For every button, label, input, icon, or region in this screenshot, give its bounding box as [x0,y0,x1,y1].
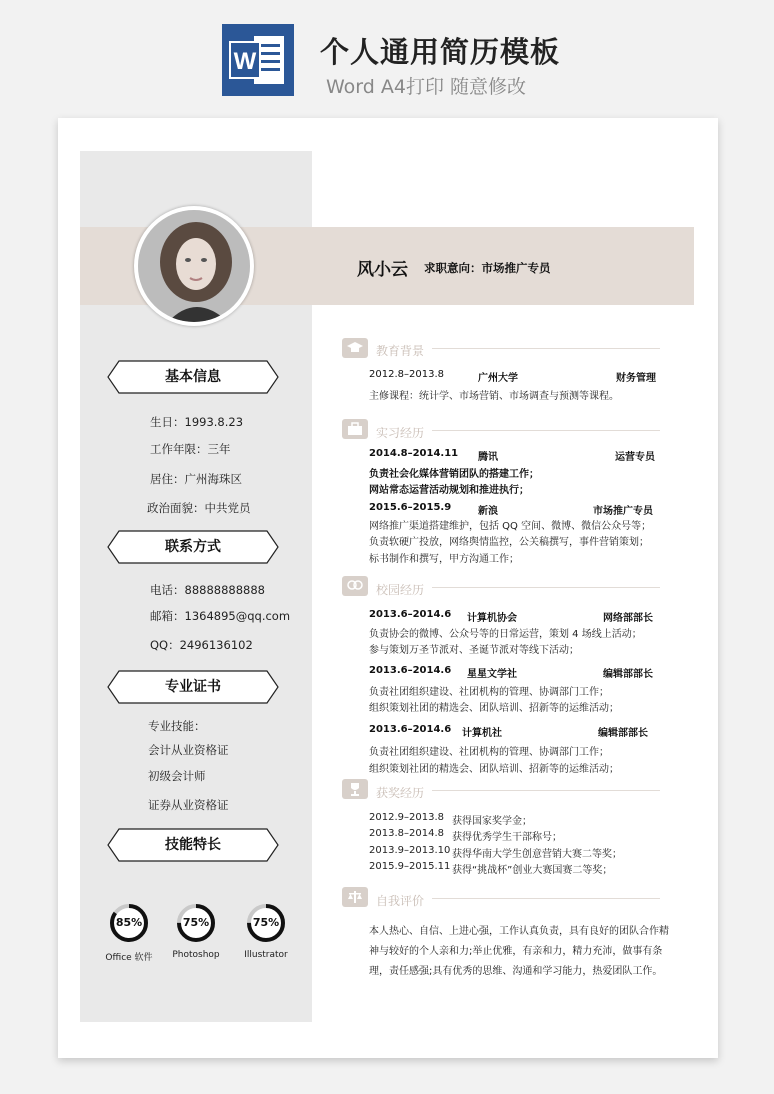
award-date: 2013.8–2014.8 [369,828,444,839]
self-title: 自我评价 [376,894,425,908]
award-text: 获得国家奖学金； [452,816,532,827]
awards-title: 获奖经历 [376,786,425,800]
word-icon [222,24,294,96]
edu-date: 2012.8–2013.8 [369,369,444,380]
divider [432,587,660,588]
skill-percent: 75% [182,916,210,929]
campus-date: 2013.6–2014.6 [369,724,452,735]
divider [432,898,660,899]
campus-line: 负责社团组织建设、社团机构的管理、协调部门工作； [369,747,609,758]
skills-header: 技能特长 [107,828,279,862]
campus-line: 负责协会的微博、公众号等的日常运营，策划 4 场线上活动； [369,629,642,640]
campus-date: 2013.6–2014.6 [369,665,452,676]
portrait-image [138,210,250,322]
edu-school: 广州大学 [478,373,518,384]
job-role: 市场推广专员 [593,506,653,517]
scale-icon [342,887,368,907]
job-org: 腾讯 [478,452,498,463]
skill-ring [176,903,216,943]
cert-item: 会计从业资格证 [148,743,229,757]
campus-line: 参与策划万圣节派对、圣诞节派对等线下活动； [369,645,579,656]
education-title: 教育背景 [376,344,425,358]
trophy-icon [342,779,368,799]
skill-percent: 75% [252,916,280,929]
skill-name: Office 软件 [105,953,153,963]
phone: 电话：88888888888 [150,583,265,597]
award-date: 2012.9–2013.8 [369,812,444,823]
job-date: 2015.6–2015.9 [369,502,452,513]
skill-ring [246,903,286,943]
residence: 居住：广州海珠区 [150,472,242,486]
svg-text:W: W [233,48,257,75]
cert-item: 初级会计师 [148,769,206,783]
job-line: 负责软硬广投放，网络舆情监控，公关稿撰写，事件营销策划； [369,537,649,548]
campus-line: 组织策划社团的精选会、团队培训、招新等的运维活动； [369,764,619,775]
avatar [134,206,254,326]
certs-header: 专业证书 [107,670,279,704]
page-title: 个人通用简历模板 [320,35,561,69]
birthday: 生日：1993.8.23 [150,415,244,429]
work-years: 工作年限：三年 [150,442,231,456]
political-status: 政治面貌：中共党员 [147,501,251,515]
page-header [0,0,774,110]
campus-org: 计算机社 [462,728,502,739]
campus-org: 星星文学社 [467,669,517,680]
skill-name: Illustrator [244,950,288,960]
edu-desc: 主修课程：统计学、市场营销、市场调查与预测等课程。 [369,391,619,402]
job-intent: 求职意向：市场推广专员 [424,261,551,275]
job-role: 运营专员 [615,452,655,463]
campus-role: 编辑部部长 [598,728,648,739]
award-date: 2013.9–2013.10 [369,845,451,856]
email: 邮箱：1364895@qq.com [150,609,291,623]
job-org: 新浪 [478,506,498,517]
campus-title: 校园经历 [376,583,425,597]
campus-line: 组织策划社团的精选会、团队培训、招新等的运维活动； [369,703,619,714]
self-evaluation: 本人热心、自信、上进心强，工作认真负责，具有良好的团队合作精神与较好的个人亲和力;举止优雅，有亲和力，精力充沛，做事有条理，责任感强;具有优秀的思维、沟通和学习能力，热爱团队工作。 [369,926,669,977]
cert-label: 专业技能： [148,719,206,733]
candidate-name: 风小云 [357,260,408,280]
people-icon [342,576,368,596]
divider [432,790,660,791]
divider [432,430,660,431]
campus-role: 编辑部部长 [603,669,653,680]
divider [432,348,660,349]
job-line: 网络推广渠道搭建维护，包括 QQ 空间、微博、微信公众号等； [369,521,652,532]
campus-date: 2013.6–2014.6 [369,609,452,620]
qq: QQ：2496136102 [150,638,253,652]
award-date: 2015.9–2015.11 [369,861,451,872]
job-line: 标书制作和撰写，甲方沟通工作； [369,554,519,565]
award-text: 获得华南大学生创意营销大赛二等奖； [452,849,622,860]
award-text: 获得“挑战杯”创业大赛国赛二等奖； [452,865,613,876]
edu-major: 财务管理 [616,373,656,384]
internship-title: 实习经历 [376,426,425,440]
contact-header: 联系方式 [107,530,279,564]
graduation-cap-icon [342,338,368,358]
job-line: 网站常态运营活动规划和推进执行； [369,485,529,496]
cert-item: 证券从业资格证 [148,798,229,812]
skill-percent: 85% [115,916,143,929]
campus-org: 计算机协会 [467,613,517,624]
campus-line: 负责社团组织建设、社团机构的管理、协调部门工作； [369,687,609,698]
campus-role: 网络部部长 [603,613,653,624]
job-date: 2014.8–2014.11 [369,448,459,459]
basic-info-header: 基本信息 [107,360,279,394]
briefcase-icon [342,419,368,439]
skill-name: Photoshop [172,950,220,960]
skill-ring [109,903,149,943]
job-line: 负责社会化媒体营销团队的搭建工作； [369,469,539,480]
award-text: 获得优秀学生干部称号； [452,832,562,843]
page-subtitle: Word A4打印 随意修改 [326,76,527,98]
